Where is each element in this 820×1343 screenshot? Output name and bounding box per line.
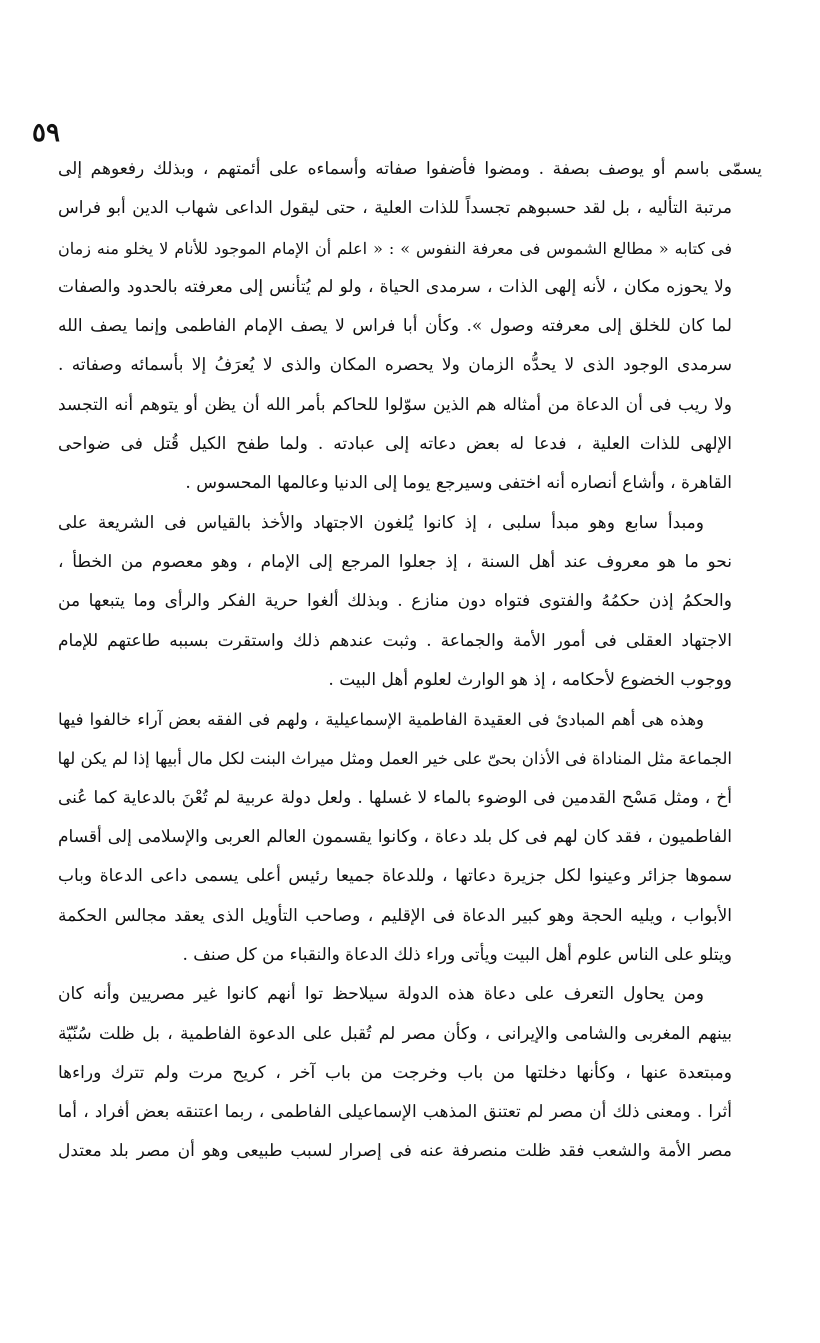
text-line: ووجوب الخضوع لأحكامه ، إذ هو الوارث لعلوم أهل البيت . (328, 669, 732, 690)
text-line: بينهم المغربى والشامى والإيرانى ، وكأن مصر لم تُقبل على الدعوة الفاطمية ، بل ظلت سُنّيّة (58, 1023, 732, 1044)
text-line: ومن يحاول التعرف على دعاة هذه الدولة سيلاحظ توا أنهم كانوا غير مصريين وأنه كان (58, 984, 704, 1005)
text-line: أخ ، ومثل مَسْح القدمين فى الوضوء بالماء لا غسلها . ولعل دولة عربية لم تُعْنَ بالدعاية كما عُنى (58, 787, 732, 808)
paragraph-3 (58, 700, 762, 975)
text-line: لما كان للخلق إلى معرفته وصول ». وكأن أبا فراس لا يصف الإمام الفاطمى وإنما يصف الله (58, 316, 732, 337)
text-line: ويتلو على الناس علوم أهل البيت ويأتى وراء ذلك الدعاة والنقباء من كل صنف . (182, 944, 732, 965)
text-line: الإلهى للذات العلية ، فدعا له بعض دعاته إلى عبادته . ولما طفح الكيل قُتل فى ضواحى (58, 434, 732, 455)
text-line: وهذه هى أهم المبادئ فى العقيدة الفاطمية الإسماعيلية ، ولهم فى الفقه بعض آراء خالفوا فيها (58, 710, 704, 730)
text-line: ومبتعدة عنها ، وكأنها دخلتها من باب وخرجت من باب آخر ، كريح مرت ولم تترك وراءها (58, 1062, 732, 1083)
text-line: الأبواب ، ويليه الحجة وهو كبير الدعاة فى الإقليم ، وصاحب التأويل الذى يعقد مجالس الحكمة (58, 905, 732, 926)
text-line: سرمدى الوجود الذى لا يحدُّه الزمان ولا يحصره المكان والذى لا يُعرَفُ إلا بأسمائه وصفاته . (58, 355, 732, 376)
text-line: القاهرة ، وأشاع أنصاره أنه اختفى وسيرجع يوما إلى الدنيا وعالمها المحسوس . (185, 473, 732, 494)
text-line: الاجتهاد العقلى فى أمور الأمة والجماعة . وثبت عندهم ذلك واستقرت بسببه طاعتهم للإمام (58, 630, 732, 651)
page-number: ٥٩ (32, 118, 60, 148)
text-line: ولا ريب فى أن الدعاة من أمثاله هم الذين سوّلوا للحاكم بأمر الله أن يظن أو يتوهم أنه التجسد (58, 394, 732, 415)
text-line: والحكمُ إذن حكمُهُ والفتوى فتواه دون منازع . وبذلك ألغوا حرية الفكر والرأى وما يتبعها من (58, 591, 732, 612)
paragraph-2 (58, 504, 762, 700)
text-line: أثرا . ومعنى ذلك أن مصر لم تعتنق المذهب الإسماعيلى الفاطمى ، ربما اعتنقه بعض أفراد ، أما (58, 1102, 732, 1123)
paragraph-1 (58, 150, 762, 504)
text-line: مرتبة التأليه ، بل لقد حسبوهم تجسداً للذات العلية ، حتى ليقول الداعى شهاب الدين أبو فراس (58, 198, 732, 219)
text-line: نحو ما هو معروف عند أهل السنة ، إذ جعلوا المرجع إلى الإمام ، وهو معصوم من الخطأ ، (58, 551, 732, 572)
text-line: يسمّى باسم أو يوصف بصفة . ومضوا فأضفوا صفاته وأسماءه على أئمتهم ، وبذلك رفعوهم إلى (58, 159, 762, 179)
text-line: ومبدأ سابع وهو مبدأ سلبى ، إذ كانوا يُلغون الاجتهاد والأخذ بالقياس فى الشريعة على (58, 512, 704, 533)
text-line: سموها جزائر وعينوا لكل جزيرة دعاتها ، وللدعاة جميعا رئيس أعلى يسمى داعى الدعاة وباب (58, 866, 732, 887)
document-body (58, 150, 762, 1172)
text-line: ولا يحوزه مكان ، لأنه إلهى الذات ، سرمدى الحياة ، ولو لم يُتأنس إلى معرفته بالحدود والصفات (58, 276, 732, 297)
text-line: الجماعة مثل المناداة فى الأذان بحىّ على خير العمل ومثل ميراث البنت لكل مال أبيها إذا لم يكن لها (57, 749, 732, 769)
text-line: فى كتابه « مطالع الشموس فى معرفة النفوس » : « اعلم أن الإمام الموجود للأنام لا يخلو منه زمان (58, 238, 732, 258)
text-line: مصر الأمة والشعب فقد ظلت منصرفة عنه فى إصرار لسبب طبيعى وهو أن مصر بلد معتدل (58, 1141, 732, 1162)
text-line: الفاطميون ، فقد كان لهم فى كل بلد دعاة ، وكانوا يقسمون العالم العربى والإسلامى إلى أقسام (58, 827, 732, 848)
paragraph-4 (58, 975, 762, 1171)
